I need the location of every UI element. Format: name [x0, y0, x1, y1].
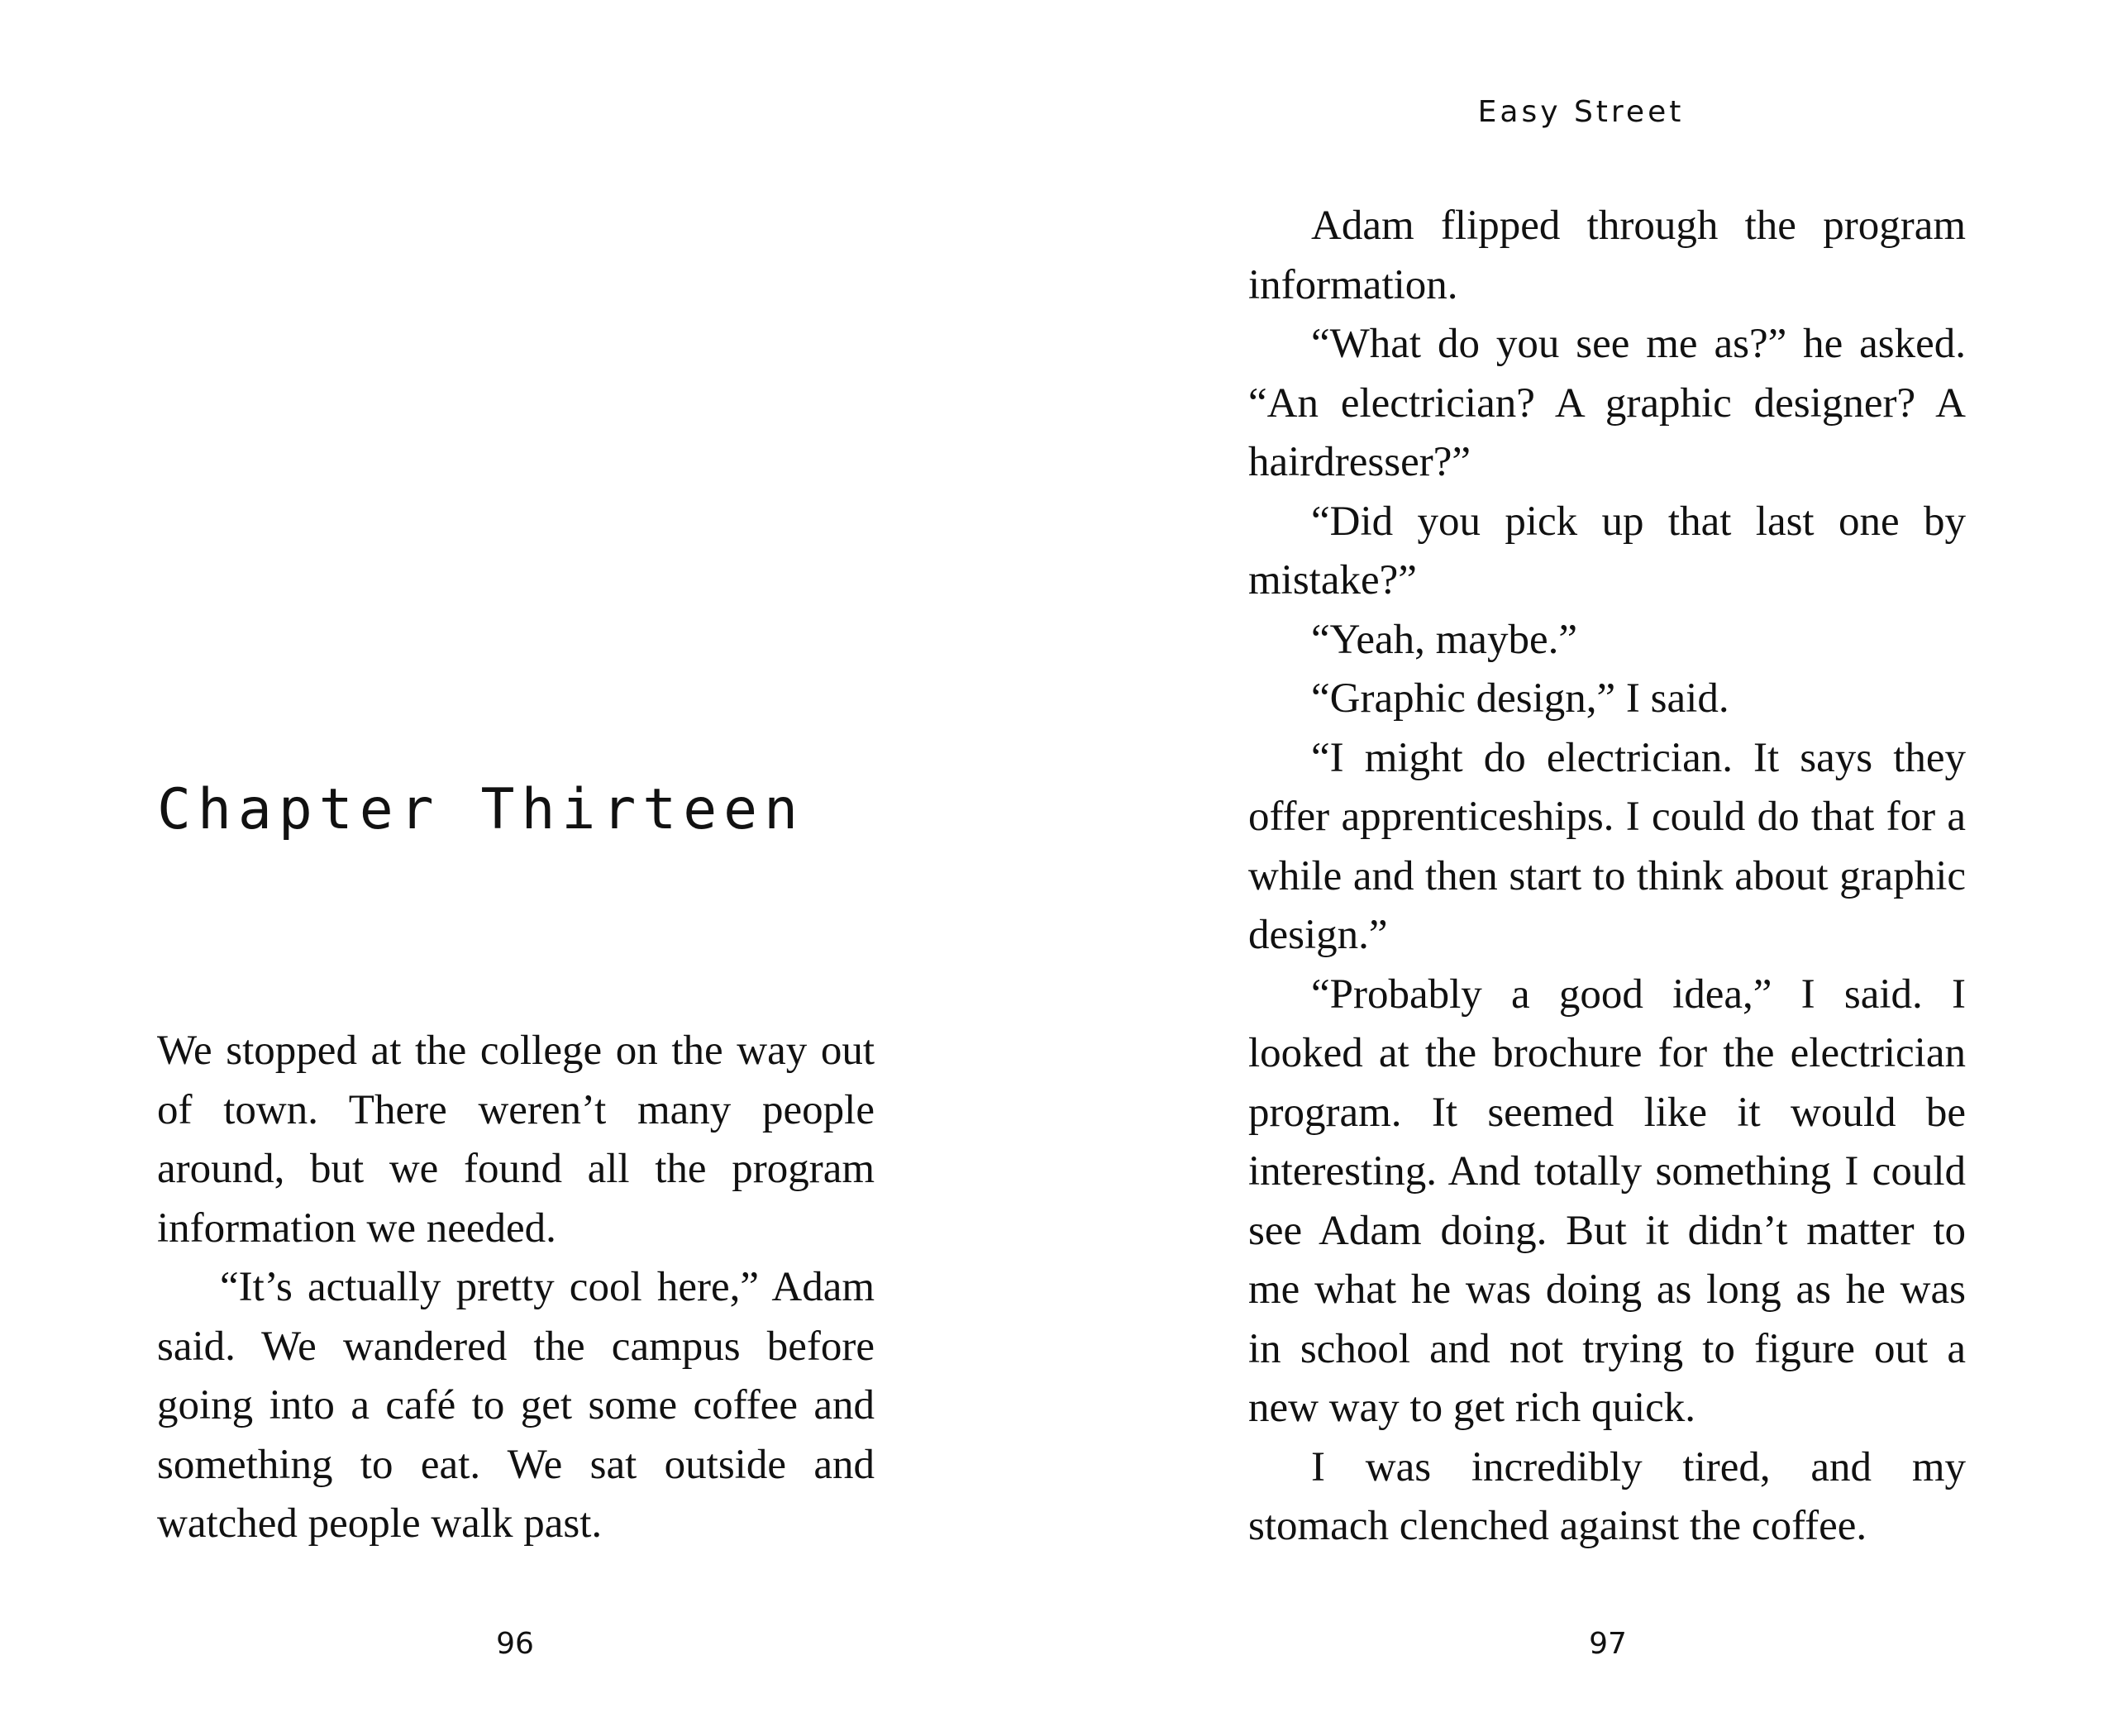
page-number: 96	[496, 1627, 534, 1661]
paragraph: Adam flipped through the program information.	[1248, 203, 1966, 308]
paragraph: “I might do electrician. It says they offer apprenticeships. I could do that for a while and then start to think about graphic design.”	[1248, 734, 1966, 958]
left-page-body	[157, 1022, 875, 1554]
paragraph: I was incredibly tired, and my stomach clenched against the coffee.	[1248, 1443, 1966, 1549]
paragraph: “Did you pick up that last one by mistake?”	[1248, 498, 1966, 603]
paragraph: “It’s actually pretty cool here,” Adam said. We wandered the campus before going into a café to get some coffee and something to eat. We sat outside and watched people walk past.	[157, 1264, 875, 1547]
page-number: 97	[1589, 1627, 1627, 1661]
paragraph: “Yeah, maybe.”	[1311, 616, 1577, 663]
paragraph: “Graphic design,” I said.	[1311, 675, 1729, 722]
paragraph: “What do you see me as?” he asked. “An electrician? A graphic designer? A hairdresser?”	[1248, 321, 1966, 485]
paragraph: “Probably a good idea,” I said. I looked at the brochure for the electrician program. It seemed like it would be interesting. And totally something I could see Adam doing. But it didn’t matter to me what he was doing as long as he was in school and not trying to figure out a new way to get rich quick.	[1248, 971, 1966, 1431]
right-page-body	[1248, 197, 1966, 1557]
chapter-title: Chapter Thirteen	[157, 777, 805, 842]
paragraph: We stopped at the college on the way out of town. There weren’t many people around, but we found all the program information we needed.	[157, 1028, 875, 1252]
right-page	[1054, 0, 2108, 1736]
running-head: Easy Street	[1477, 95, 1685, 129]
